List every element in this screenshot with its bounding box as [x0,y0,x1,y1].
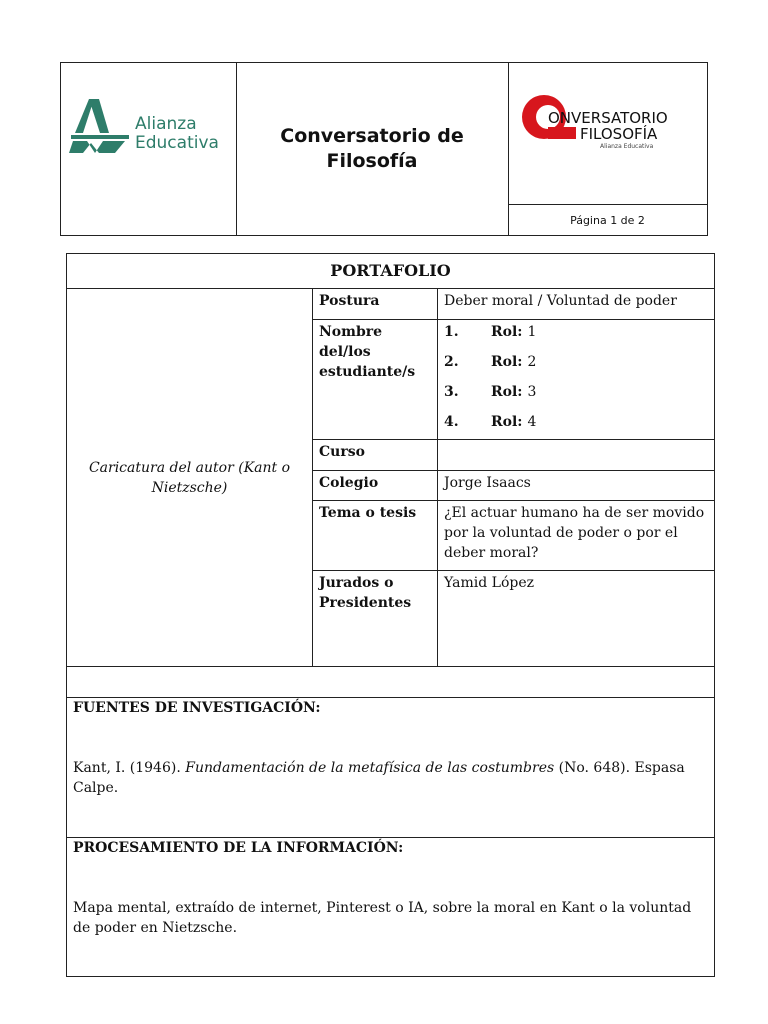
logo-line-educativa: Educativa [135,133,219,153]
procesamiento-body: Mapa mental, extraído de internet, Pinterest o IA, sobre la moral en Kant o la voluntad de poder en Nietzsche. [73,900,692,936]
nombre-roles [437,319,714,439]
postura-label: Postura [312,288,437,319]
empty-row [67,666,714,697]
document-title: Conversatorio de Filosofía [280,125,464,172]
portfolio-title: PORTAFOLIO [330,260,451,280]
roles-list [444,322,708,442]
role-item: 3. Rol: 3 [444,384,537,400]
alianza-mark-icon [69,95,133,161]
tema-label: Tema o tesis [312,500,437,570]
reference-title: Fundamentación de la metafísica de las costumbres [185,760,555,776]
fuentes-reference: Kant, I. (1946). Fundamentación de la metafísica de las costumbres (No. 648). Espasa Calpe. [73,760,685,796]
conversatorio-logo [522,93,692,153]
postura-value: Deber moral / Voluntad de poder [437,288,714,319]
page-number: Página 1 de 2 [570,213,645,227]
procesamiento-section [67,837,714,977]
tema-value: ¿El actuar humano ha de ser movido por la voluntad de poder o por el deber moral? [437,500,714,570]
portfolio-table [66,253,715,977]
logo-line-alianza: Alianza [135,114,197,134]
alianza-educativa-logo [69,95,229,161]
jurados-value: Yamid López [437,570,714,666]
caricature-placeholder: Caricatura del autor (Kant o Nietzsche) [67,288,312,666]
role-item: 2. Rol: 2 [444,354,537,370]
document-header [60,62,708,236]
left-logo-cell [61,63,237,235]
colegio-value: Jorge Isaacs [437,470,714,500]
colegio-label: Colegio [312,470,437,500]
right-logo-cell [508,63,707,235]
title-cell [236,63,509,235]
role-item: 1. Rol: 1 [444,324,537,340]
logo-tagline: Alianza Educativa [600,143,654,150]
logo-line-filosofia: FILOSOFÍA [580,125,658,143]
fuentes-heading: FUENTES DE INVESTIGACIÓN: [73,700,321,716]
jurados-label: Jurados o Presidentes [312,570,437,666]
fuentes-section [67,697,714,837]
curso-value [437,439,714,470]
curso-label: Curso [312,439,437,470]
logo-line-conversatorio: ONVERSATORIO [548,109,668,127]
procesamiento-heading: PROCESAMIENTO DE LA INFORMACIÓN: [73,840,404,856]
nombre-label: Nombre del/los estudiante/s [312,319,437,439]
role-item: 4. Rol: 4 [444,414,537,430]
